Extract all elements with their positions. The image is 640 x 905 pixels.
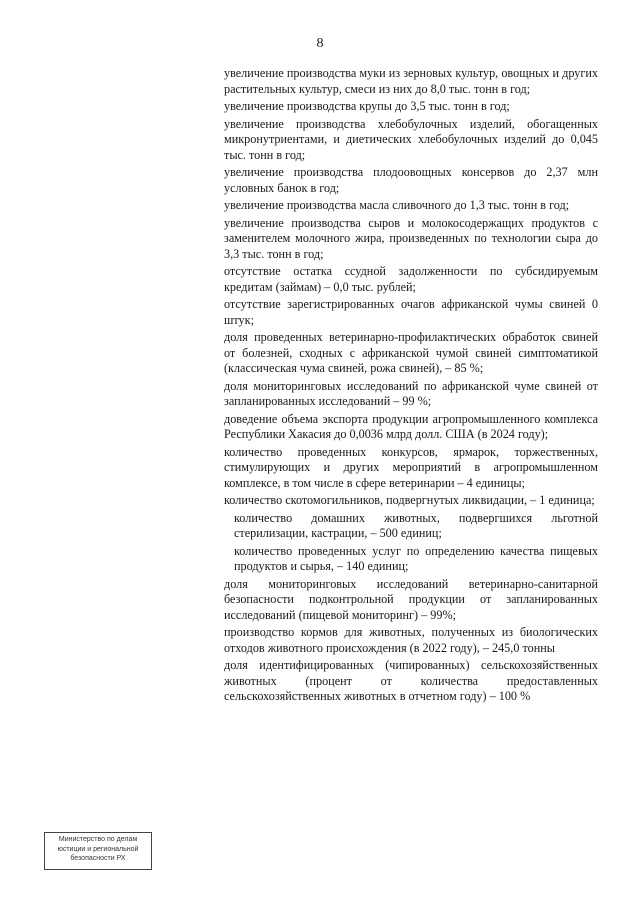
- page-number: 8: [316, 36, 324, 51]
- list-item: увеличение производства крупы до 3,5 тыс. тонн в год;: [224, 99, 510, 113]
- registration-stamp: [44, 832, 152, 870]
- list-item: производство кормов для животных, полученных из биологических отходов животного происхождения (в 2022 году), – 245,0 тонны: [224, 625, 598, 655]
- list-item: доля проведенных ветеринарно-профилактических обработок свиней от болезней, сходных с африканской чумой свиней симптоматикой (классическая чума свиней, рожа свиней), – 85 %;: [224, 330, 598, 375]
- list-item: количество домашних животных, подвергшихся льготной стерилизации, кастрации, – 500 единиц;: [234, 510, 598, 540]
- list-item: доля идентифицированных (чипированных) сельскохозяйственных животных (процент от количества предоставленных сельскохозяйственных животных в отчетном году) – 100 %: [224, 658, 598, 703]
- list-item: количество проведенных услуг по определению качества пищевых продуктов и сырья, – 140 единиц;: [234, 543, 598, 573]
- list-item: количество скотомогильников, подвергнутых ликвидации, – 1 единица;: [224, 493, 595, 507]
- stamp-line: безопасности РХ: [70, 855, 126, 862]
- stamp-line: юстиции и региональной: [57, 845, 139, 853]
- list-item: количество проведенных конкурсов, ярмарок, торжественных, стимулирующих и других мероприятий в агропромышленном комплексе, в том числе в сфере ветеринарии – 4 единицы;: [224, 444, 598, 490]
- indicator-list: [224, 66, 598, 707]
- list-item: доведение объема экспорта продукции агропромышленного комплекса Республики Хакасия до 0,0036 млрд долл. США (в 2024 году);: [224, 411, 598, 441]
- list-item: увеличение производства сыров и молокосодержащих продуктов с заменителем молочного жира, произведенных по технологии сыра до 3,3 тыс. тонн в год;: [224, 215, 598, 261]
- list-item: доля мониторинговых исследований по африканской чуме свиней от запланированных исследований – 99 %;: [224, 378, 598, 408]
- list-item: отсутствие зарегистрированных очагов африканской чумы свиней 0 штук;: [224, 297, 598, 327]
- stamp-line: Министерство по делам: [58, 836, 138, 843]
- list-item: доля мониторинговых исследований ветеринарно-санитарной безопасности подконтрольной продукции от запланированных исследований (пищевой мониторинг) – 99%;: [224, 576, 598, 622]
- list-item: увеличение производства муки из зерновых культур, овощных и других растительных культур, смеси из них до 8,0 тыс. тонн в год;: [224, 66, 598, 96]
- list-item: увеличение производства масла сливочного до 1,3 тыс. тонн в год;: [224, 198, 570, 212]
- list-item: увеличение производства плодоовощных консервов до 2,37 млн условных банок в год;: [224, 165, 598, 195]
- list-item: увеличение производства хлебобулочных изделий, обогащенных микронутриентами, и диетических хлебобулочных изделий до 0,045 тыс. тонн в год;: [224, 116, 598, 162]
- list-item: отсутствие остатка ссудной задолженности по субсидируемым кредитам (займам) – 0,0 тыс. рублей;: [224, 264, 598, 294]
